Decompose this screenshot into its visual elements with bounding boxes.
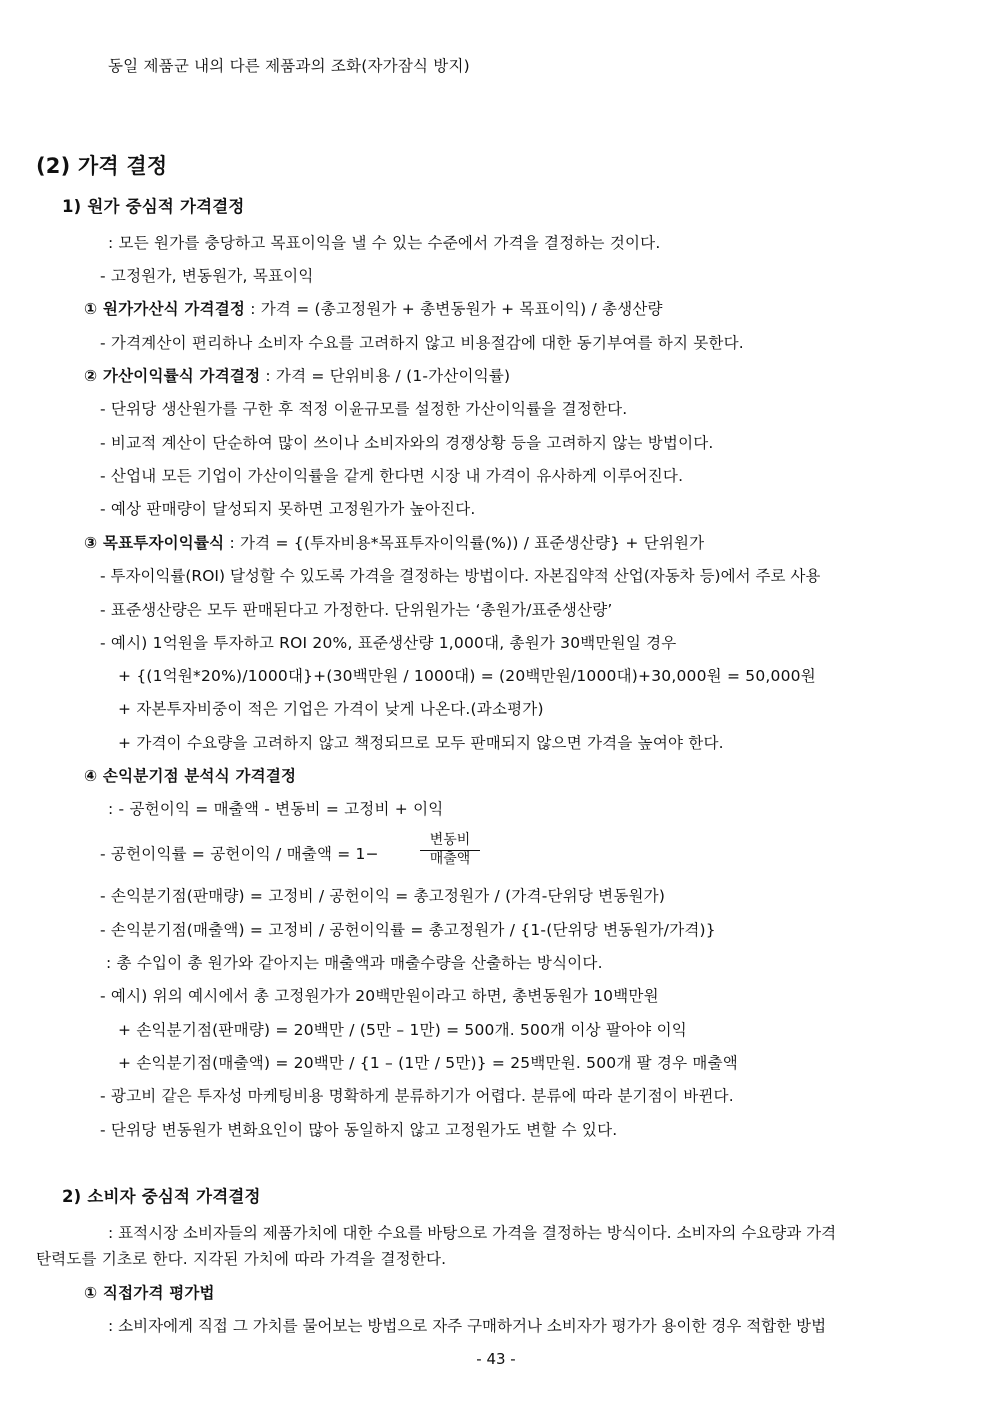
method-title: ③ 목표투자이익률식	[84, 534, 225, 552]
text-line: : 소비자에게 직접 그 가치를 물어보는 방법으로 자주 구매하거나 소비자가 평가가 용이한 경우 적합한 방법	[108, 1317, 827, 1335]
formula-line: - 공헌이익률 = 공헌이익 / 매출액 = 1−	[100, 845, 379, 863]
subsection-heading-cost: 1) 원가 중심적 가격결정	[62, 197, 245, 216]
text-line: - 가격계산이 편리하나 소비자 수요를 고려하지 않고 비용절감에 대한 동기부여를 하지 못한다.	[100, 334, 744, 352]
text-line: - 투자이익률(ROI) 달성할 수 있도록 가격을 결정하는 방법이다. 자본집약적 산업(자동차 등)에서 주로 사용	[100, 567, 821, 585]
text-line: + {(1억원*20%)/1000대}+(30백만원 / 1000대) = (20백만원/1000대)+30,000원 = 50,000원	[118, 667, 816, 685]
method-formula: : 가격 = 단위비용 / (1-가산이익률)	[260, 367, 511, 385]
method-heading	[84, 533, 704, 553]
text-line: - 표준생산량은 모두 판매된다고 가정한다. 단위원가는 ‘총원가/표준생산량’	[100, 601, 613, 619]
method-title: ② 가산이익률식 가격결정	[84, 367, 261, 385]
method-formula: : 가격 = (총고정원가 + 총변동원가 + 목표이익) / 총생산량	[245, 300, 663, 318]
text-line: + 자본투자비중이 적은 기업은 가격이 낮게 나온다.(과소평가)	[118, 700, 544, 718]
fraction-numerator: 변동비	[420, 832, 480, 851]
text-line: - 단위당 생산원가를 구한 후 적정 이윤규모를 설정한 가산이익률을 결정한다.	[100, 400, 628, 418]
text-line: 탄력도를 기초로 한다. 지각된 가치에 따라 가격을 결정한다.	[36, 1250, 447, 1268]
page-number: - 43 -	[476, 1350, 516, 1368]
method-heading	[84, 366, 510, 386]
subsection-heading-consumer: 2) 소비자 중심적 가격결정	[62, 1187, 261, 1206]
text-line: - 손익분기점(판매량) = 고정비 / 공헌이익 = 총고정원가 / (가격-단위당 변동원가)	[100, 887, 666, 905]
text-line: - 예상 판매량이 달성되지 못하면 고정원가가 높아진다.	[100, 500, 476, 518]
text-line: : 모든 원가를 충당하고 목표이익을 낼 수 있는 수준에서 가격을 결정하는 것이다.	[108, 234, 661, 252]
text-line: : - 공헌이익 = 매출액 - 변동비 = 고정비 + 이익	[108, 800, 444, 818]
method-title: ① 원가가산식 가격결정	[84, 300, 246, 318]
text-line: - 고정원가, 변동원가, 목표이익	[100, 267, 314, 285]
text-line: + 손익분기점(판매량) = 20백만 / (5만 – 1만) = 500개. 500개 이상 팔아야 이익	[118, 1021, 687, 1039]
section-heading-price: (2) 가격 결정	[36, 154, 168, 178]
text-line: : 총 수입이 총 원가와 같아지는 매출액과 매출수량을 산출하는 방식이다.	[106, 954, 603, 972]
text-line: + 가격이 수요량을 고려하지 않고 책정되므로 모두 판매되지 않으면 가격을 높여야 한다.	[118, 734, 724, 752]
text-line: - 손익분기점(매출액) = 고정비 / 공헌이익률 = 총고정원가 / {1-(단위당 변동원가/가격)}	[100, 921, 716, 939]
text-line: - 광고비 같은 투자성 마케팅비용 명확하게 분류하기가 어렵다. 분류에 따라 분기점이 바뀐다.	[100, 1087, 734, 1105]
fraction-denominator: 매출액	[429, 851, 471, 867]
text-line: - 예시) 위의 예시에서 총 고정원가가 20백만원이라고 하면, 총변동원가 10백만원	[100, 987, 659, 1005]
text-line: + 손익분기점(매출액) = 20백만 / {1 – (1만 / 5만)} = 25백만원. 500개 팔 경우 매출액	[118, 1054, 738, 1072]
fraction	[420, 832, 480, 868]
method-heading	[84, 299, 663, 319]
text-line: 동일 제품군 내의 다른 제품과의 조화(자가잠식 방지)	[108, 57, 470, 75]
text-line: : 표적시장 소비자들의 제품가치에 대한 수요를 바탕으로 가격을 결정하는 방식이다. 소비자의 수요량과 가격	[108, 1224, 837, 1242]
text-line: - 단위당 변동원가 변화요인이 많아 동일하지 않고 고정원가도 변할 수 있다.	[100, 1121, 618, 1139]
method-title: ① 직접가격 평가법	[84, 1284, 215, 1302]
method-title: ④ 손익분기점 분석식 가격결정	[84, 767, 297, 785]
text-line: - 예시) 1억원을 투자하고 ROI 20%, 표준생산량 1,000대, 총원가 30백만원일 경우	[100, 634, 677, 652]
text-line: - 비교적 계산이 단순하여 많이 쓰이나 소비자와의 경쟁상황 등을 고려하지 않는 방법이다.	[100, 434, 714, 452]
text-line: - 산업내 모든 기업이 가산이익률을 같게 한다면 시장 내 가격이 유사하게 이루어진다.	[100, 467, 684, 485]
method-formula: : 가격 = {(투자비용*목표투자이익률(%)) / 표준생산량} + 단위원가	[224, 534, 705, 552]
